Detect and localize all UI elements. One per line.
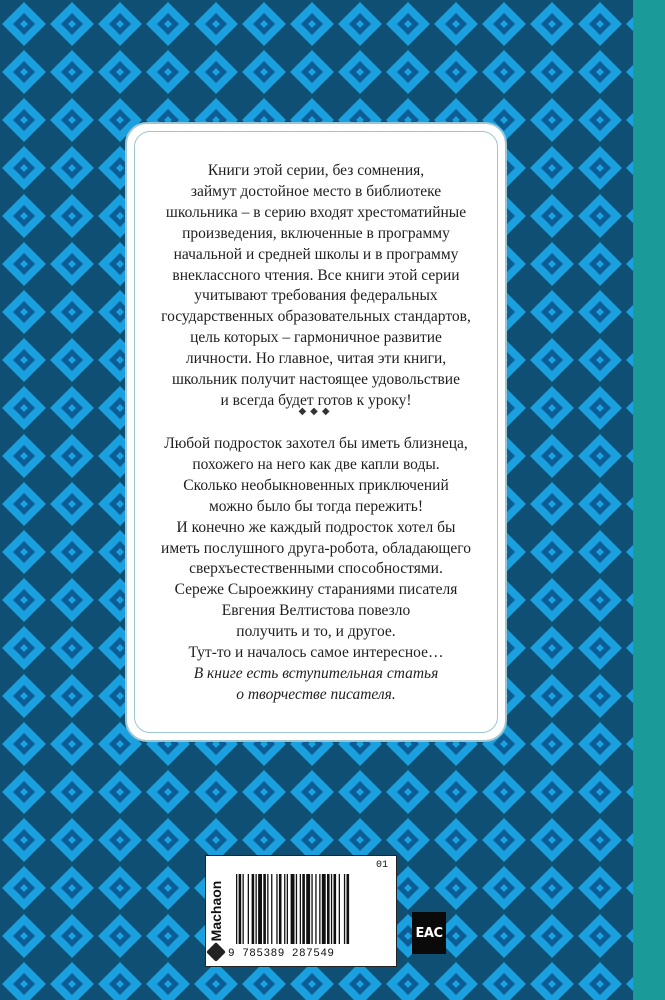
isbn-barcode xyxy=(236,874,386,944)
barcode-bar xyxy=(252,874,255,944)
barcode-bar xyxy=(347,874,350,944)
barcode-bar xyxy=(239,874,242,944)
book-text-line: похожего на него как две капли воды. xyxy=(192,455,440,473)
barcode-bar xyxy=(302,874,305,944)
barcode-bar xyxy=(319,874,320,944)
barcode-bar xyxy=(284,874,285,944)
series-text-line: и всегда будет готов к уроку! xyxy=(220,391,412,409)
series-text-line: личности. Но главное, читая эти книги, xyxy=(185,350,447,368)
barcode-bar xyxy=(287,874,288,944)
barcode-bar xyxy=(267,874,268,944)
eac-mark: EAC xyxy=(412,912,446,954)
series-text-line: внеклассного чтения. Все книги этой серии xyxy=(172,266,460,284)
barcode-bar xyxy=(315,874,316,944)
barcode-bar xyxy=(296,874,297,944)
book-text-line: Сколько необыкновенных приключений xyxy=(183,476,449,494)
barcode-bar xyxy=(236,874,237,944)
barcode-bar xyxy=(334,874,337,944)
series-text-line: школьник получит настоящее удовольствие xyxy=(172,371,460,389)
barcode-bar xyxy=(339,874,340,944)
series-text-line: учитывают требования федеральных xyxy=(194,287,438,305)
barcode-addon: 01 xyxy=(375,860,388,871)
book-text-line: получить и то, и другое. xyxy=(236,623,396,641)
series-text-line: школьника – в серию входят хрестоматийные xyxy=(165,203,467,221)
barcode-bar xyxy=(258,874,262,944)
barcode-bar xyxy=(311,874,312,944)
series-text-line: государственных образовательных стандартов, xyxy=(161,308,471,326)
barcode-label xyxy=(205,855,397,967)
barcode-bar xyxy=(327,874,330,944)
book-text-line: Сереже Сыроежкину стараниями писателя xyxy=(174,581,458,599)
note-text-line: о творчестве писателя. xyxy=(236,685,396,703)
barcode-bar xyxy=(331,874,332,944)
isbn-number: 9 785389 287549 xyxy=(228,948,335,960)
barcode-bar xyxy=(291,874,295,944)
book-text-line: можно было бы тогда пережить! xyxy=(209,497,423,515)
barcode-bar xyxy=(306,874,310,944)
series-text-line: Книги этой серии, без сомнения, xyxy=(207,162,425,179)
machaon-icon xyxy=(206,942,226,962)
barcode-bar xyxy=(322,874,326,944)
series-text-line: займут достойное место в библиотеке xyxy=(190,182,442,200)
book-text-line: Любой подросток захотел бы иметь близнеца, xyxy=(164,435,468,452)
note-text-line: В книге есть вступительная статья xyxy=(193,665,439,682)
barcode-bar xyxy=(243,874,244,944)
book-description xyxy=(139,434,493,664)
barcode-bar xyxy=(300,874,301,944)
barcode-bar xyxy=(344,874,345,944)
book-text-line: Тут-то и началось самое интересное… xyxy=(188,644,444,662)
barcode-bar xyxy=(248,874,249,944)
series-text-line: произведения, включенные в программу xyxy=(182,224,450,242)
book-text-line: И конечно же каждый подросток хотел бы xyxy=(176,518,456,536)
barcode-bar xyxy=(279,874,282,944)
barcode-bar xyxy=(263,874,266,944)
description-panel xyxy=(125,122,507,742)
intro-article-note xyxy=(139,664,493,706)
publisher-name: Machaon xyxy=(208,880,224,942)
series-text-line: начальной и средней школы и в программу xyxy=(173,245,459,263)
barcode-bar xyxy=(276,874,277,944)
book-text-line: Евгения Велтистова повезло xyxy=(221,602,411,620)
series-text-line: цель которых – гармоничное развитие xyxy=(190,329,442,347)
barcode-bar xyxy=(271,874,272,944)
barcode-bar xyxy=(256,874,257,944)
series-description xyxy=(139,161,493,412)
book-text-line: иметь послушного друга-робота, обладающего xyxy=(161,539,471,557)
separator-ornament: ◆◆◆ xyxy=(298,406,334,417)
book-text-line: сверхъестественными способностями. xyxy=(189,560,443,578)
publisher-logo xyxy=(204,866,228,974)
teal-spine-strip xyxy=(633,0,665,1000)
